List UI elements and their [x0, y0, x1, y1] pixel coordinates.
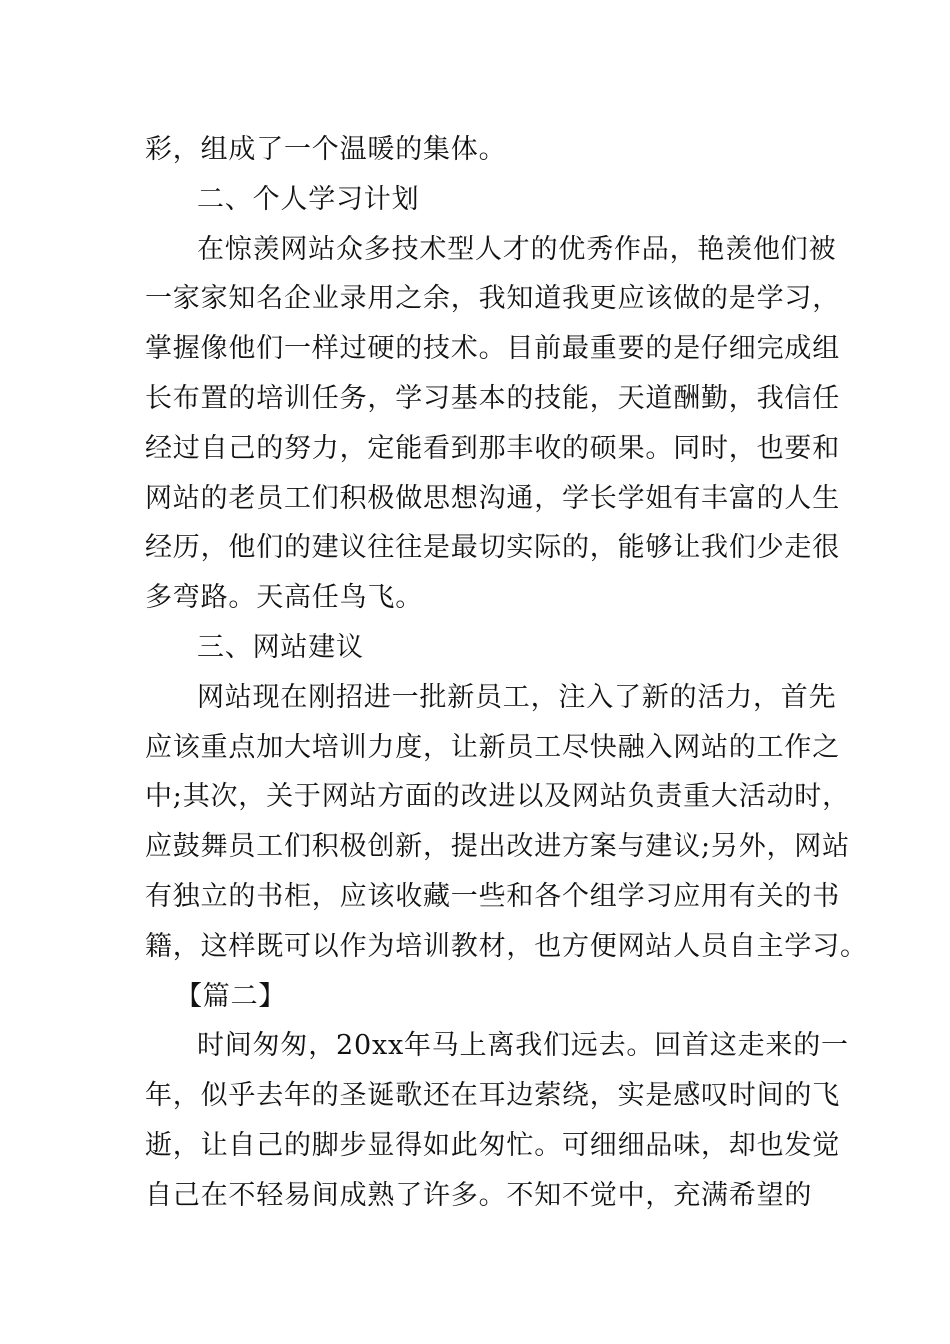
text-line: 应该重点加大培训力度，让新员工尽快融入网站的工作之 — [145, 731, 840, 763]
text-line: 多弯路。天高任鸟飞。 — [145, 582, 423, 614]
text-line: 经过自己的努力，定能看到那丰收的硕果。同时，也要和 — [145, 432, 840, 464]
text-line: 网站现在刚招进一批新员工，注入了新的活力，首先 — [197, 681, 837, 713]
text-line: 在惊羡网站众多技术型人才的优秀作品，艳羡他们被 — [197, 233, 837, 265]
section-heading: 三、网站建议 — [197, 631, 364, 663]
text-line: 一家家知名企业录用之余，我知道我更应该做的是学习， — [145, 283, 840, 315]
document-body — [145, 125, 868, 1221]
text-line: 长布置的培训任务，学习基本的技能，天道酬勤，我信任 — [145, 382, 840, 414]
text-line: 年，似乎去年的圣诞歌还在耳边萦绕，实是感叹时间的飞 — [145, 1080, 840, 1112]
text-line: 有独立的书柜，应该收藏一些和各个组学习应用有关的书 — [145, 880, 840, 912]
text-line: 时间匆匆，20xx年马上离我们远去。回首这走来的一 — [197, 1030, 849, 1062]
chapter-heading: 【篇二】 — [175, 980, 287, 1012]
text-line: 中;其次，关于网站方面的改进以及网站负责重大活动时， — [145, 781, 850, 813]
section-heading: 二、个人学习计划 — [197, 183, 420, 215]
text-line: 网站的老员工们积极做思想沟通，学长学姐有丰富的人生 — [145, 482, 840, 514]
text-line: 彩，组成了一个温暖的集体。 — [145, 134, 507, 165]
text-line: 逝，让自己的脚步显得如此匆忙。可细细品味，却也发觉 — [145, 1129, 840, 1161]
text-line: 经历，他们的建议往往是最切实际的，能够让我们少走很 — [145, 532, 840, 564]
text-line: 应鼓舞员工们积极创新，提出改进方案与建议;另外，网站 — [145, 831, 850, 863]
text-line: 掌握像他们一样过硬的技术。目前最重要的是仔细完成组 — [145, 333, 840, 365]
text-line: 自己在不轻易间成熟了许多。不知不觉中，充满希望的 — [145, 1179, 813, 1211]
text-line: 籍，这样既可以作为培训教材，也方便网站人员自主学习。 — [145, 930, 868, 962]
